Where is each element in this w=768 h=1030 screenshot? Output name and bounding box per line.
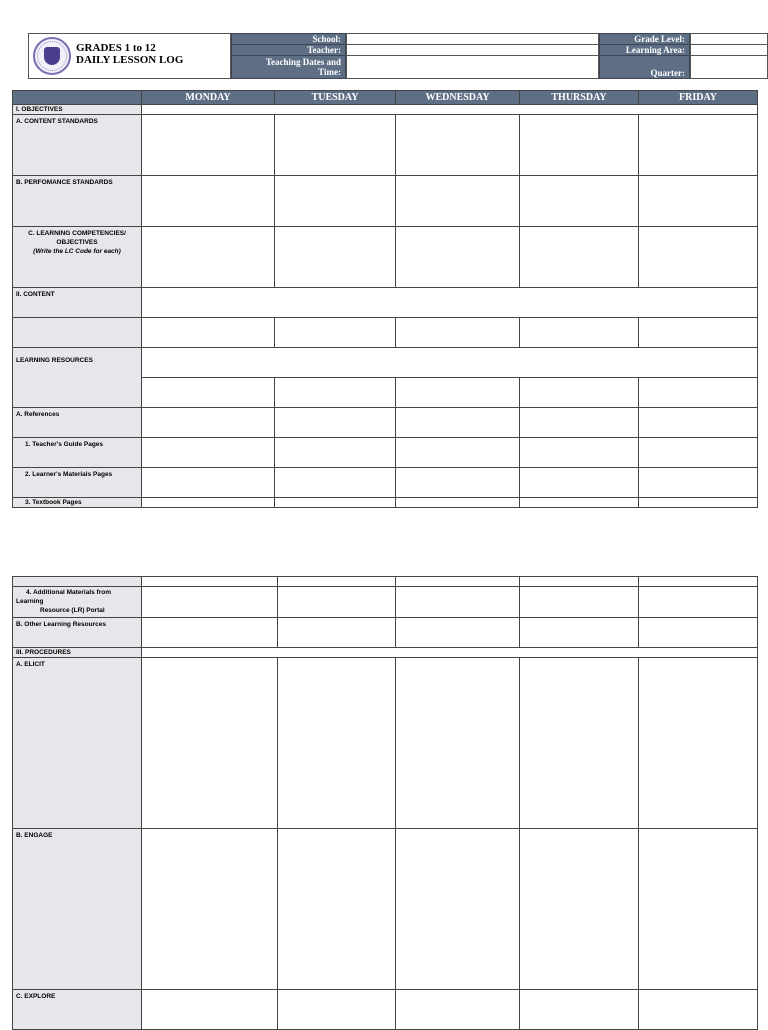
- lesson-log-header: [28, 33, 768, 79]
- procedures-label: III. PROCEDURES: [13, 648, 142, 658]
- learners-materials-label: 2. Learner's Materials Pages: [13, 468, 142, 498]
- quarter-field[interactable]: [690, 55, 768, 79]
- engage-row: [13, 829, 758, 990]
- learning-area-label: Learning Area:: [599, 44, 690, 56]
- cell[interactable]: [520, 318, 639, 348]
- title-daily-lesson-log: DAILY LESSON LOG: [76, 54, 184, 66]
- cell[interactable]: [142, 227, 275, 288]
- learning-resources-cell[interactable]: [142, 348, 758, 378]
- learning-competencies-line1: C. LEARNING COMPETENCIES/: [28, 230, 126, 237]
- teachers-guide-label: 1. Teacher's Guide Pages: [13, 438, 142, 468]
- content-standards-row: [13, 115, 758, 176]
- learning-competencies-note: (Write the LC Code for each): [33, 248, 121, 255]
- deped-seal-icon: [33, 37, 71, 75]
- cell[interactable]: [142, 378, 275, 408]
- cell[interactable]: [520, 658, 639, 829]
- cell[interactable]: [396, 438, 520, 468]
- cell[interactable]: [396, 318, 520, 348]
- content-row: [13, 288, 758, 318]
- cell[interactable]: [396, 227, 520, 288]
- cell[interactable]: [142, 658, 278, 829]
- corner-cell: [13, 91, 142, 105]
- cell[interactable]: [278, 618, 396, 648]
- learning-competencies-label: [13, 227, 142, 288]
- performance-standards-row: [13, 176, 758, 227]
- day-monday: MONDAY: [142, 91, 275, 105]
- day-wednesday: WEDNESDAY: [396, 91, 520, 105]
- day-friday: FRIDAY: [639, 91, 758, 105]
- cell[interactable]: [278, 577, 396, 587]
- cell[interactable]: [142, 176, 275, 227]
- cell[interactable]: [278, 587, 396, 618]
- cell[interactable]: [142, 468, 275, 498]
- cell[interactable]: [639, 829, 758, 990]
- cell[interactable]: [142, 408, 275, 438]
- cell[interactable]: [520, 438, 639, 468]
- cell[interactable]: [396, 115, 520, 176]
- teaching-dates-field[interactable]: [346, 55, 599, 79]
- cell[interactable]: [639, 577, 758, 587]
- additional-materials-line2: Learning: [16, 598, 44, 605]
- cell[interactable]: [520, 577, 639, 587]
- cell[interactable]: [142, 438, 275, 468]
- day-thursday: THURSDAY: [520, 91, 639, 105]
- cell[interactable]: [639, 408, 758, 438]
- cell[interactable]: [520, 829, 639, 990]
- cell[interactable]: [142, 498, 275, 508]
- other-resources-label: B. Other Learning Resources: [13, 618, 142, 648]
- additional-materials-line3: Resource (LR) Portal: [40, 607, 105, 614]
- cell[interactable]: [396, 378, 520, 408]
- grade-level-label: Grade Level:: [599, 33, 690, 45]
- objectives-cell[interactable]: [142, 105, 758, 115]
- references-label: A. References: [13, 408, 142, 438]
- cell[interactable]: [275, 227, 396, 288]
- content-standards-label: A. CONTENT STANDARDS: [13, 115, 142, 176]
- learning-resources-row: [13, 348, 758, 378]
- cell[interactable]: [520, 408, 639, 438]
- cell[interactable]: [396, 176, 520, 227]
- cell[interactable]: [396, 408, 520, 438]
- cell[interactable]: [639, 318, 758, 348]
- cell[interactable]: [639, 176, 758, 227]
- title-grades: GRADES 1 to 12: [76, 42, 156, 54]
- additional-materials-line1: 4. Additional Materials from: [26, 589, 111, 596]
- cell[interactable]: [142, 318, 275, 348]
- teaching-dates-label: [231, 55, 346, 79]
- engage-label: B. ENGAGE: [13, 829, 142, 990]
- objectives-label: I. OBJECTIVES: [13, 105, 142, 115]
- cell[interactable]: [396, 577, 520, 587]
- cell[interactable]: [639, 378, 758, 408]
- cell[interactable]: [275, 115, 396, 176]
- additional-materials-label: [13, 587, 142, 618]
- procedures-cell[interactable]: [142, 648, 758, 658]
- explore-label: C. EXPLORE: [13, 990, 142, 1030]
- cell[interactable]: [275, 468, 396, 498]
- cell[interactable]: [142, 577, 278, 587]
- cell[interactable]: [275, 378, 396, 408]
- performance-standards-label: B. PERFOMANCE STANDARDS: [13, 176, 142, 227]
- cell[interactable]: [520, 587, 639, 618]
- content-cell[interactable]: [142, 288, 758, 318]
- textbook-row: [13, 498, 758, 508]
- learners-materials-row: [13, 468, 758, 498]
- cell[interactable]: [142, 618, 278, 648]
- cell[interactable]: [639, 468, 758, 498]
- teaching-dates-label-line2: Time:: [318, 67, 341, 77]
- cell[interactable]: [278, 829, 396, 990]
- elicit-row: [13, 658, 758, 829]
- cell[interactable]: [275, 408, 396, 438]
- cell[interactable]: [278, 658, 396, 829]
- cell[interactable]: [520, 115, 639, 176]
- cell[interactable]: [520, 498, 639, 508]
- cell[interactable]: [639, 498, 758, 508]
- references-row: [13, 408, 758, 438]
- cell[interactable]: [396, 658, 520, 829]
- teachers-guide-row: [13, 438, 758, 468]
- teaching-dates-label-line1: Teaching Dates and: [265, 57, 341, 67]
- teacher-label: Teacher:: [231, 44, 346, 56]
- cell[interactable]: [275, 176, 396, 227]
- content-label: II. CONTENT: [13, 288, 142, 318]
- objectives-row: [13, 105, 758, 115]
- cell[interactable]: [639, 658, 758, 829]
- cell[interactable]: [275, 498, 396, 508]
- blank-label: [13, 577, 142, 587]
- school-label: School:: [231, 33, 346, 45]
- cell[interactable]: [275, 318, 396, 348]
- day-tuesday: TUESDAY: [275, 91, 396, 105]
- cell[interactable]: [275, 438, 396, 468]
- procedures-row: [13, 648, 758, 658]
- cell[interactable]: [396, 829, 520, 990]
- day-header-row: [13, 91, 758, 105]
- cell[interactable]: [520, 227, 639, 288]
- cell[interactable]: [639, 618, 758, 648]
- cell[interactable]: [396, 498, 520, 508]
- learning-resources-label: LEARNING RESOURCES: [13, 348, 142, 408]
- quarter-label: Quarter:: [599, 55, 690, 79]
- learning-competencies-row: [13, 227, 758, 288]
- cell[interactable]: [520, 176, 639, 227]
- cell[interactable]: [639, 438, 758, 468]
- cell[interactable]: [396, 468, 520, 498]
- cell[interactable]: [520, 468, 639, 498]
- learning-competencies-line2: OBJECTIVES: [56, 239, 98, 246]
- seal-shield: [44, 47, 60, 65]
- cell[interactable]: [142, 587, 278, 618]
- cell[interactable]: [639, 587, 758, 618]
- cell[interactable]: [639, 227, 758, 288]
- blank-label: [13, 318, 142, 348]
- lesson-table-bottom: [12, 576, 758, 1030]
- cell[interactable]: [142, 115, 275, 176]
- spacer-row: [13, 577, 758, 587]
- elicit-label: A. ELICIT: [13, 658, 142, 829]
- cell[interactable]: [396, 587, 520, 618]
- additional-materials-row: [13, 587, 758, 618]
- cell[interactable]: [520, 618, 639, 648]
- other-resources-row: [13, 618, 758, 648]
- title-box: [28, 33, 231, 79]
- lesson-table-top: [12, 90, 758, 508]
- cell[interactable]: [396, 618, 520, 648]
- content-daily-row: [13, 318, 758, 348]
- cell[interactable]: [142, 829, 278, 990]
- cell[interactable]: [520, 378, 639, 408]
- cell[interactable]: [639, 115, 758, 176]
- textbook-label: 3. Textbook Pages: [13, 498, 142, 508]
